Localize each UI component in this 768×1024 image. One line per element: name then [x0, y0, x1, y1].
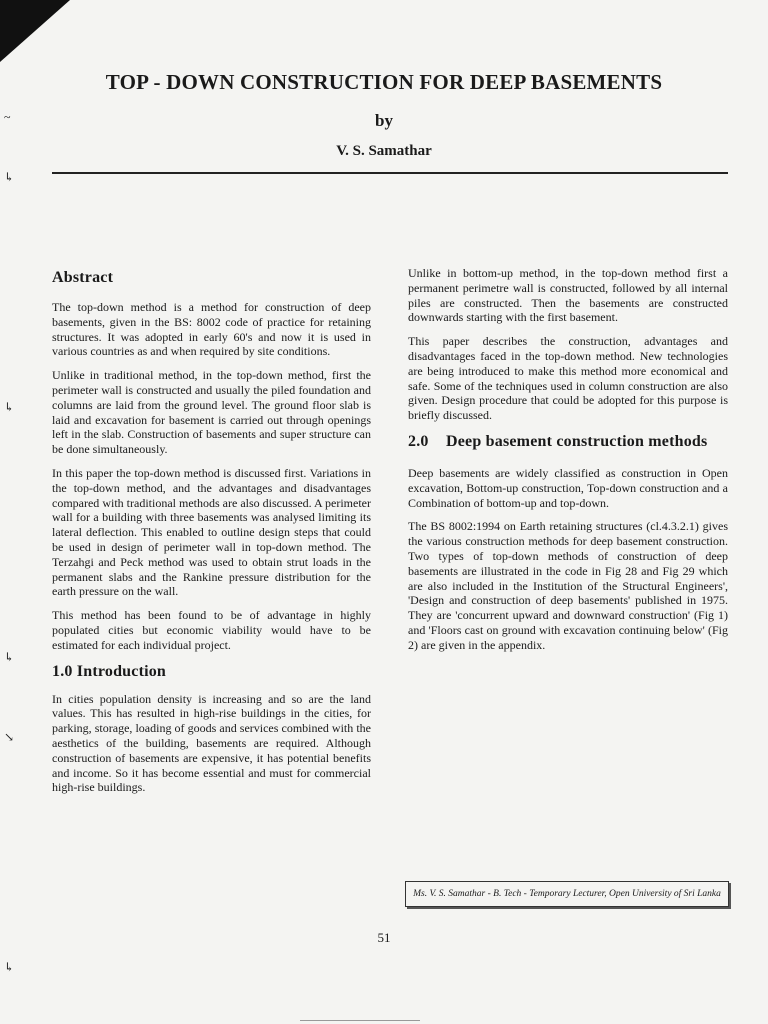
section-2-paragraph: The BS 8002:1994 on Earth retaining structures (cl.4.3.2.1) gives the various construction methods for deep basement construction. Two types of top-down methods of construction of deep basements are illustrated in the code in Fig 28 and Fig 29 which are also included in the Institution of the Structural Engineers', 'Design and construction of deep basements' published in 1975. They are 'concurrent upward and downward construction' (Fig 1) and 'Floors cast on ground with excavation continuing below' (Fig 2) are given in the appendix. — [408, 519, 728, 652]
introduction-paragraph: In cities population density is increasing and so are the land values. This has resulted in high-rise buildings in the cities, for parking, storage, loading of goods and services combined with the aesthetics of the building, basements are required. Although construction of basements are expensive, it has potential benefits and income. So it has become essential and must for commercial high-rise buildings. — [52, 691, 371, 795]
abstract-paragraph: In this paper the top-down method is discussed first. Variations in the top-down method, and the advantages and disadvantages compared with traditional methods are also discussed. A perimeter wall for a building with three basements was analysed limiting its lateral deflection. This enabled to outline design steps that could be used in design of perimeter wall in top-down method. The Terzahgi and Peck method was used to obtain strut loads in the permanent slabs and the Rankine pressure distribution for the earth pressure on the wall. — [52, 465, 371, 599]
abstract-paragraph: This method has been found to be of advantage in highly populated cities but economic viability would have to be estimated for each individual project. — [52, 608, 371, 652]
title-divider — [52, 172, 728, 174]
scan-margin-mark: ↳ — [4, 960, 15, 974]
introduction-heading: 1.0 Introduction — [52, 662, 167, 680]
byline: by — [375, 111, 393, 130]
scan-corner-mark — [0, 0, 70, 62]
author-name: V. S. Samathar — [336, 143, 432, 159]
section-2-number: 2.0 — [408, 432, 429, 450]
section-2-paragraph: Deep basements are widely classified as construction in Open excavation, Bottom-up construction, Top-down construction and a Combination of bottom-up and top-down. — [408, 465, 728, 510]
left-column — [52, 268, 371, 804]
body-paragraph: This paper describes the construction, advantages and disadvantages faced in the top-down method. New technologies are being introduced to make this method more economical and safe. Some of the techniques used in column construction are also given. Design procedure that could be adopted for this purpose is briefly discussed. — [408, 334, 728, 423]
scan-bottom-line — [300, 1020, 420, 1021]
abstract-paragraph: Unlike in traditional method, in the top-down method, first the perimeter wall is constructed and usually the piled foundation and columns are laid from the ground level. The ground floor slab is laid and excavation for basement is carried out through openings left in the slab. Construction of basements and super structure can be done simultaneously. — [52, 368, 371, 457]
author-footnote: Ms. V. S. Samathar - B. Tech - Temporary Lecturer, Open University of Sri Lanka — [405, 881, 729, 907]
scan-margin-mark: ↳ — [4, 650, 15, 664]
scan-margin-mark: ↳ — [4, 170, 15, 184]
abstract-heading: Abstract — [52, 269, 114, 286]
scan-margin-mark: ~ — [4, 110, 11, 124]
section-2-heading — [408, 432, 728, 452]
abstract-paragraph: The top-down method is a method for construction of deep basements, given in the BS: 8002 code of practice for retaining structures. It was adopted in early 60's and now it is used in various countries as and when required by site conditions. — [52, 300, 371, 359]
page-number: 51 — [377, 930, 391, 945]
right-column — [408, 266, 728, 662]
paper-title: TOP - DOWN CONSTRUCTION FOR DEEP BASEMENTS — [105, 70, 663, 94]
section-2-title: Deep basement construction methods — [446, 432, 708, 450]
body-paragraph: Unlike in bottom-up method, in the top-down method first a permanent perimetre wall is constructed, followed by all internal piles are constructed. Then the basements are constructed downwards starting with the first basement. — [408, 266, 728, 325]
scan-margin-mark: ↘ — [4, 730, 15, 744]
scan-margin-mark: ↳ — [4, 400, 15, 414]
